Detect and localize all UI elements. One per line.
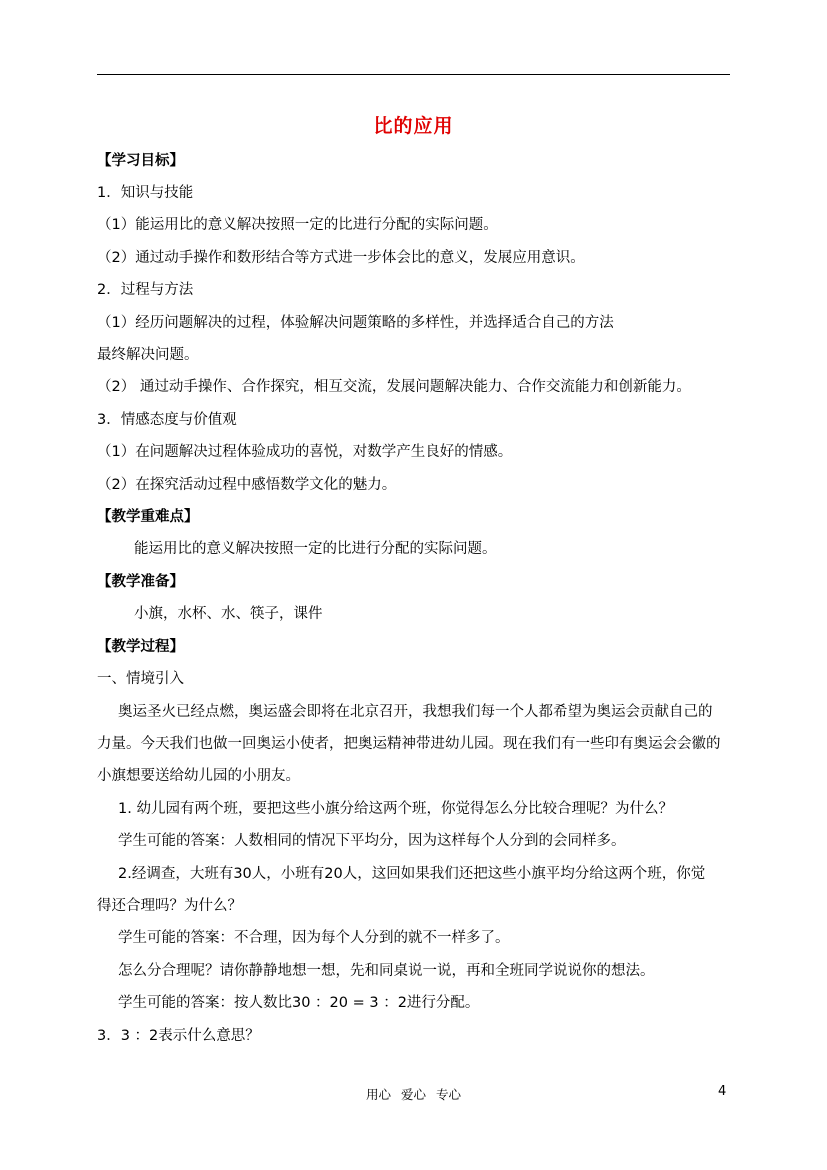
- page-title: 比的应用: [373, 115, 454, 137]
- question-2-follow-up: 怎么分合理呢？请你静静地想一想，先和同桌说一说，再和全班同学说说你的想法。: [118, 963, 655, 979]
- question-2-line1: 2.经调查，大班有30人，小班有20人，这回如果我们还把这些小旗平均分给这两个班，你觉: [118, 866, 706, 882]
- key-points-heading: 【教学重难点】: [97, 509, 199, 525]
- process-heading: 【教学过程】: [97, 639, 184, 655]
- objective-2a-line2: 最终解决问题。: [97, 347, 199, 363]
- answer-3: 学生可能的答案：按人数比30 ：20 = 3 ：2进行分配。: [118, 995, 480, 1011]
- page-number: 4: [718, 1084, 727, 1099]
- objective-2a-line1: （1）经历问题解决的过程，体验解决问题策略的多样性，并选择适合自己的方法: [97, 315, 614, 331]
- objective-2: 2．过程与方法: [97, 282, 194, 298]
- question-3: 3．3 ：2表示什么意思？: [97, 1028, 260, 1044]
- paragraph-line: 奥运圣火已经点燃，奥运盛会即将在北京召开，我想我们每一个人都希望为奥运会贡献自己的: [118, 704, 713, 720]
- objective-1a: （1）能运用比的意义解决按照一定的比进行分配的实际问题。: [97, 217, 498, 233]
- paragraph-line: 小旗想要送给幼儿园的小朋友。: [97, 768, 300, 784]
- objective-3a: （1）在问题解决过程体验成功的喜悦，对数学产生良好的情感。: [97, 444, 513, 460]
- answer-1: 学生可能的答案：人数相同的情况下平均分，因为这样每个人分到的会同样多。: [118, 833, 626, 849]
- preparation-heading: 【教学准备】: [97, 574, 184, 590]
- objective-3: 3．情感态度与价值观: [97, 412, 237, 428]
- key-points-text: 能运用比的意义解决按照一定的比进行分配的实际问题。: [134, 541, 497, 557]
- objectives-heading: 【学习目标】: [97, 153, 184, 169]
- header-rule: [97, 74, 730, 75]
- preparation-text: 小旗，水杯、水、筷子，课件: [134, 606, 323, 622]
- paragraph-line: 力量。今天我们也做一回奥运小使者，把奥运精神带进幼儿园。现在我们有一些印有奥运会会徽的: [97, 736, 721, 752]
- objective-3b: （2）在探究活动过程中感悟数学文化的魅力。: [97, 477, 397, 493]
- intro-heading: 一、情境引入: [97, 671, 184, 687]
- question-1: 1. 幼儿园有两个班，要把这些小旗分给这两个班，你觉得怎么分比较合理呢？为什么？: [118, 801, 673, 817]
- footer-slogan: 用心 爱心 专心: [366, 1087, 461, 1102]
- objective-1: 1．知识与技能: [97, 185, 194, 201]
- objective-1b: （2）通过动手操作和数形结合等方式进一步体会比的意义，发展应用意识。: [97, 250, 585, 266]
- objective-2b: （2） 通过动手操作、合作探究，相互交流，发展问题解决能力、合作交流能力和创新能力。: [97, 379, 691, 395]
- question-2-line2: 得还合理吗？为什么？: [97, 898, 242, 914]
- answer-2: 学生可能的答案：不合理，因为每个人分到的就不一样多了。: [118, 930, 510, 946]
